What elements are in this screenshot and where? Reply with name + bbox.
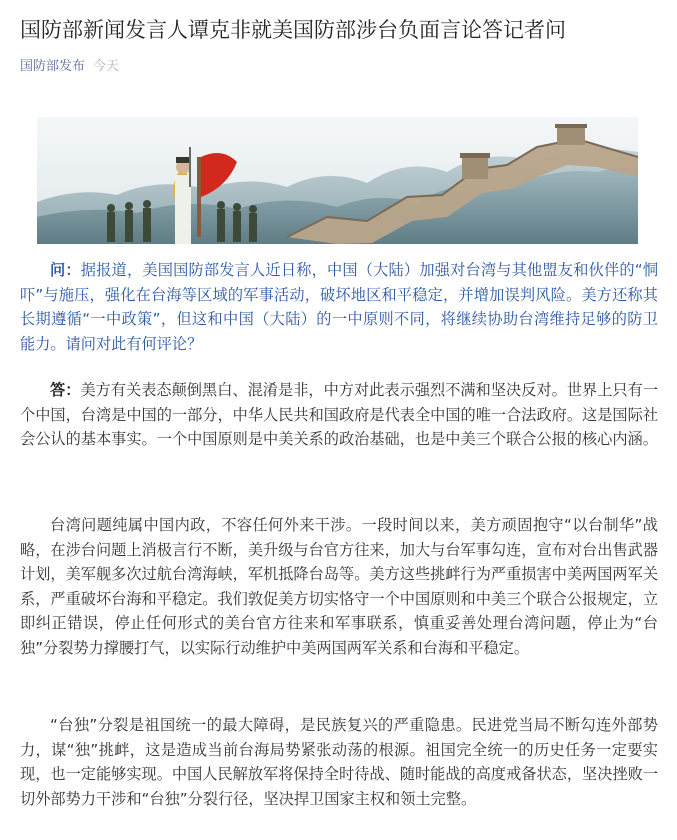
article-title: 国防部新闻发言人谭克非就美国防部涉台负面言论答记者问 [20,18,566,42]
question-lead: 问： [50,261,81,279]
great-wall-honor-guard-banner-icon [37,117,638,244]
answer-text: 美方有关表态颠倒黑白、混淆是非，中方对此表示强烈不满和坚决反对。世界上只有一个中国，台湾是中国的一部分，中华人民共和国政府是代表全中国的唯一合法政府。这是国际社会公认的基本事实。一个中国原则是中美关系的政治基础，也是中美三个联合公报的核心内涵。 [20,381,659,448]
answer-paragraph [20,378,658,452]
question-paragraph [20,258,658,356]
banner-image [37,117,638,244]
question-text: 据报道，美国国防部发言人近日称，中国（大陆）加强对台湾与其他盟友和伙伴的“恫吓”与施压，强化在台海等区域的军事活动，破坏地区和平稳定，并增加误判风险。美方还称其长期遵循“一中政策”，但这和中国（大陆）的一中原则不同，将继续协助台湾维持足够的防卫能力。请问对此有何评论？ [20,261,658,353]
body-paragraph-2: 台湾问题纯属中国内政，不容任何外来干涉。一段时间以来，美方顽固抱守“以台制华”战略，在涉台问题上消极言行不断，美升级与台官方往来，加大与台军事勾连，宣布对台出售武器计划，美军舰多次过航台湾海峡，军机抵降台岛等。美方这些挑衅行为严重损害中美两国两军关系，严重破坏台海和平稳定。我们敦促美方切实恪守一个中国原则和中美三个联合公报规定，立即纠正错误，停止任何形式的美台官方往来和军事联系，慎重妥善处理台湾问题，停止为“台独”分裂势力撑腰打气，以实际行动维护中美两国两军关系和台海和平稳定。 [20,516,658,657]
publish-time: 今天 [93,59,120,74]
body-paragraph-3: “台独”分裂是祖国统一的最大障碍，是民族复兴的严重隐患。民进党当局不断勾连外部势力，谋“独”挑衅，这是造成当前台海局势紧张动荡的根源。祖国完全统一的历史任务一定要实现，也一定能够实现。中国人民解放军将保持全时待战、随时能战的高度戒备状态，坚决挫败一切外部势力干涉和“台独”分裂行径，坚决捍卫国家主权和领土完整。 [20,716,658,808]
article-meta [20,57,119,77]
answer-lead: 答： [50,381,81,399]
source-link[interactable]: 国防部发布 [20,59,86,74]
